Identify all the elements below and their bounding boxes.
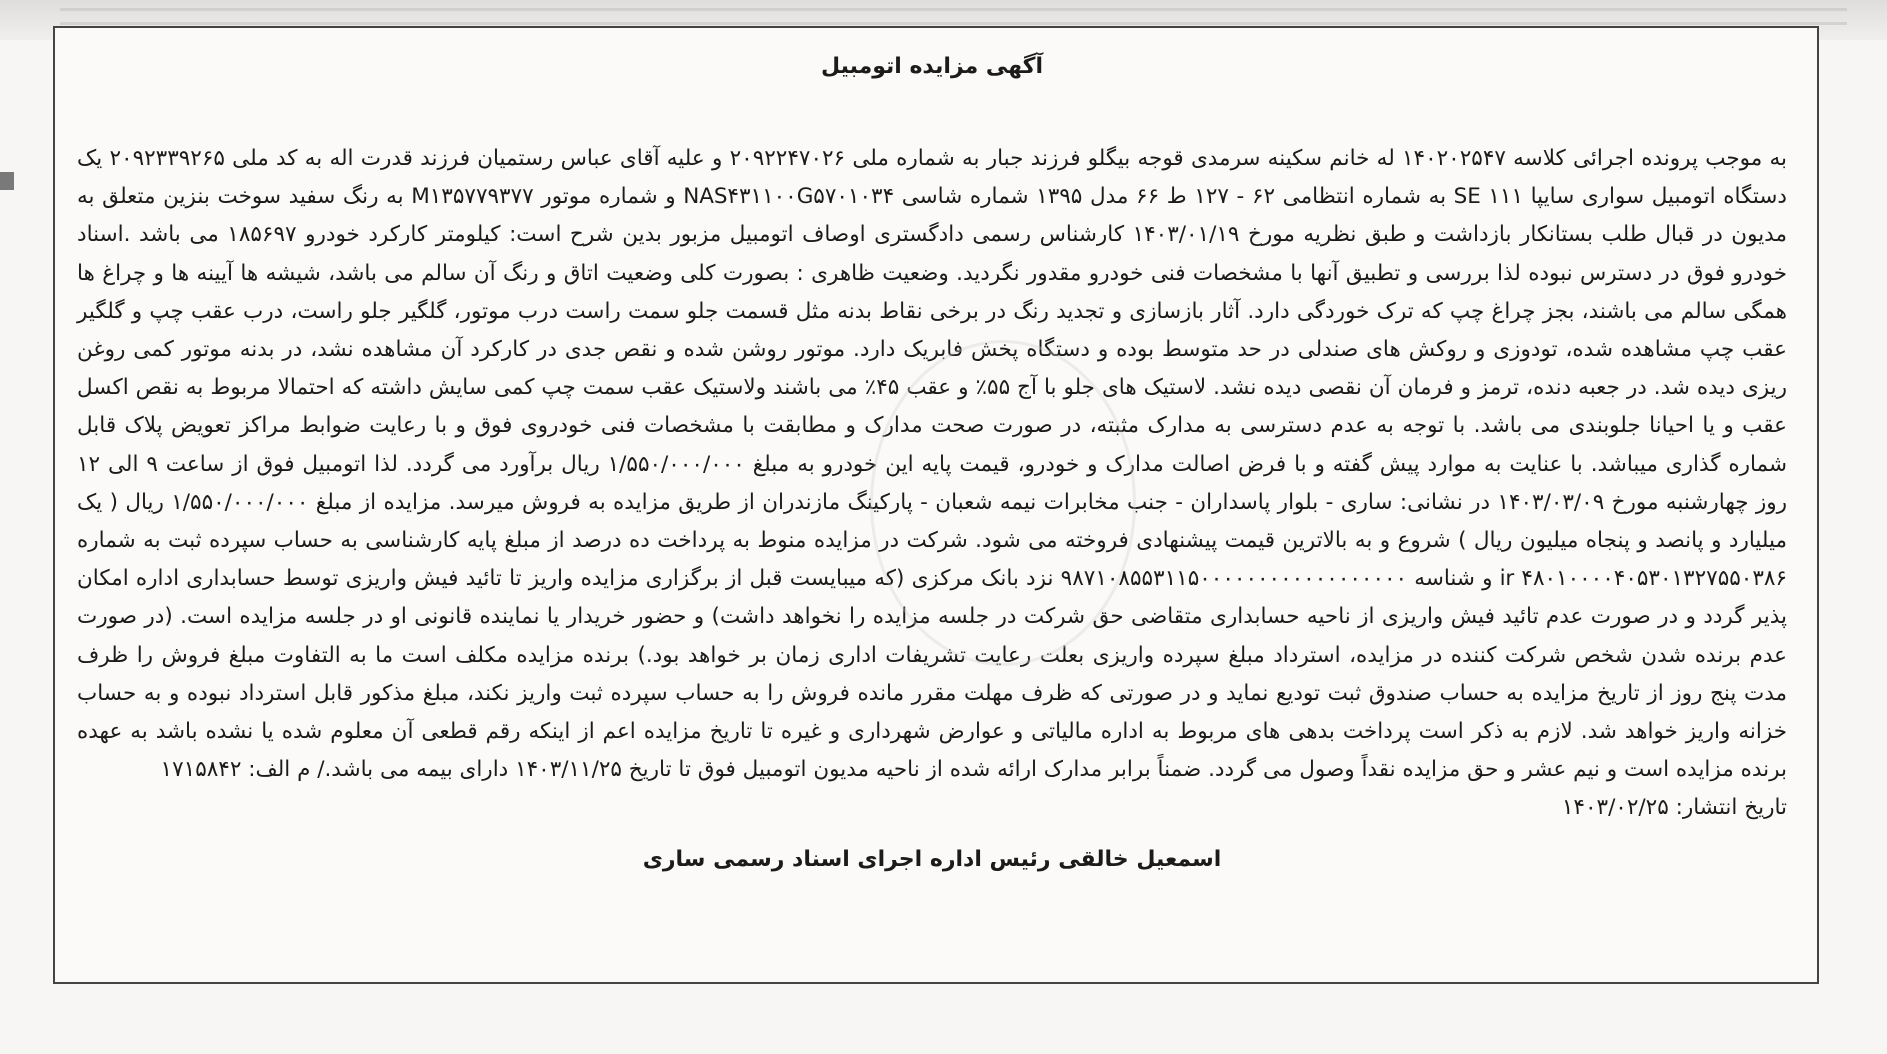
scan-edge-mark <box>0 172 14 190</box>
notice-title: آگهی مزایده اتومبیل <box>820 54 1044 79</box>
publication-date: تاریخ انتشار: ۱۴۰۳/۰۲/۲۵ <box>1561 795 1787 821</box>
bleed-line <box>60 22 1847 25</box>
notice-body: به موجب پرونده اجرائی کلاسه ۱۴۰۲۰۲۵۴۷ له خانم سکینه سرمدی قوجه بیگلو فرزند جبار به شماره ملی ۲۰۹۲۲۴۷۰۲۶ و علیه آقای عباس رستمیان فرزند قدرت اله به کد ملی ۲۰۹۲۳۳۹۲۶۵ یک دستگاه اتومبیل سواری سایپا ۱۱۱ SE به شماره انتظامی ۶۲ - ۱۲۷ ط ۶۶ مدل ۱۳۹۵ شماره شاسی NAS۴۳۱۱۰۰G۵۷۰۱۰۳۴ و شماره موتور M۱۳۵۷۷۹۳۷۷ به رنگ سفید سوخت بنزین متعلق به مدیون در قبال طلب بستانکار بازداشت و طبق نظریه مورخ ۱۴۰۳/۰۱/۱۹ کارشناس رسمی دادگستری اوصاف اتومبیل مزبور بدین شرح است: کیلومتر کارکرد خودرو ۱۸۵۶۹۷ می باشد .اسناد خودرو فوق در دسترس نبوده لذا بررسی و تطبیق آنها با مشخصات فنی خودرو مقدور نگردید. وضعیت ظاهری : بصورت کلی وضعیت اتاق و رنگ آن سالم می باشد، شیشه ها آیینه ها و چراغ ها همگی سالم می باشند، بجز چراغ چپ که ترک خوردگی دارد. آثار بازسازی و تجدید رنگ در برخی نقاط بدنه مثل قسمت جلو سمت راست درب موتور، گلگیر جلو راست، درب عقب چپ و گلگیر عقب چپ مشاهده شده، تودوزی و روکش های صندلی در حد متوسط بوده و دستگاه پخش فابریک دارد. موتور روشن شده و نقص جدی در کارکرد آن مشاهده نشد، در بدنه موتور کمی روغن ریزی دیده شد. در جعبه دنده، ترمز و فرمان آن نقصی دیده نشد. لاستیک های جلو با آج ۵۵٪ و عقب ۴۵٪ می باشند ولاستیک عقب سمت چپ کمی سایش داشته که احتمالا مربوط به نقص اکسل عقب و یا احیانا جلوبندی می باشد. با توجه به عدم دسترسی به مدارک مثبته، در صورت صحت مدارک و مطابقت با مشخصات فنی خودروی فوق و با رعایت ضوابط مراکز تعویض پلاک قابل شماره گذاری میباشد. با عنایت به موارد پیش گفته و با فرض اصالت مدارک و خودرو، قیمت پایه این خودرو به مبلغ ۱/۵۵۰/۰۰۰/۰۰۰ ریال برآورد می گردد. لذا اتومبیل فوق از ساعت ۹ الی ۱۲ روز چهارشنبه مورخ ۱۴۰۳/۰۳/۰۹ در نشانی: ساری - بلوار پاسداران - جنب مخابرات نیمه شعبان - پارکینگ مازندران از طریق مزایده به فروش میرسد. مزایده از مبلغ ۱/۵۵۰/۰۰۰/۰۰۰ ریال ( یک میلیارد و پانصد و پنجاه میلیون ریال ) شروع و به بالاترین قیمت پیشنهادی فروخته می شود. شرکت در مزایده منوط به پرداخت ده درصد از مبلغ پایه کارشناسی به حساب سپرده ثبت به شماره ۴۸۰۱۰۰۰۰۴۰۵۳۰۱۳۲۷۵۵۰۳۸۶ ir و شناسه ۹۸۷۱۰۸۵۵۳۱۱۵۰۰۰۰۰۰۰۰۰۰۰۰۰۰۰۰۰۰ نزد بانک مرکزی (که میبایست قبل از برگزاری مزایده واریز تا تائید فیش واریزی توسط حسابداری اداره امکان پذیر گردد و در صورت عدم تائید فیش واریزی از ناحیه حسابداری متقاضی حق شرکت در جلسه مزایده را نخواهد داشت) و حضور خریدار یا نماینده قانونی او در جلسه مزایده است. (در صورت عدم برنده شدن شخص شرکت کننده در مزایده، استرداد مبلغ سپرده واریزی بعلت رعایت تشریفات اداری زمان بر خواهد بود.) برنده مزایده مکلف است ما به التفاوت مبلغ فروش را ظرف مدت پنج روز از تاریخ مزایده به حساب صندوق ثبت تودیع نماید و در صورتی که ظرف مهلت مقرر مانده فروش را به حساب سپرده ثبت واریز نکند، مبلغ مذکور قابل استرداد نبوده و به حساب خزانه واریز خواهد شد. لازم به ذکر است پرداخت بدهی های مربوط به اداره مالیاتی و عوارض شهرداری و غیره تا تاریخ مزایده اعم از اینکه رقم قطعی آن معلوم شده یا نشده باشد به عهده برنده مزایده است و نیم عشر و حق مزایده نقداً وصول می گردد. ضمناً برابر مدارک ارائه شده از ناحیه مدیون اتومبیل فوق تا تاریخ ۱۴۰۳/۱۱/۲۵ دارای بیمه می باشد./ م الف: ۱۷۱۵۸۴۲ <box>77 146 1788 783</box>
signature: اسمعیل خالقی رئیس اداره اجرای اسناد رسمی ساری <box>642 847 1222 873</box>
auction-notice <box>53 26 1819 984</box>
bleed-line <box>60 8 1847 11</box>
